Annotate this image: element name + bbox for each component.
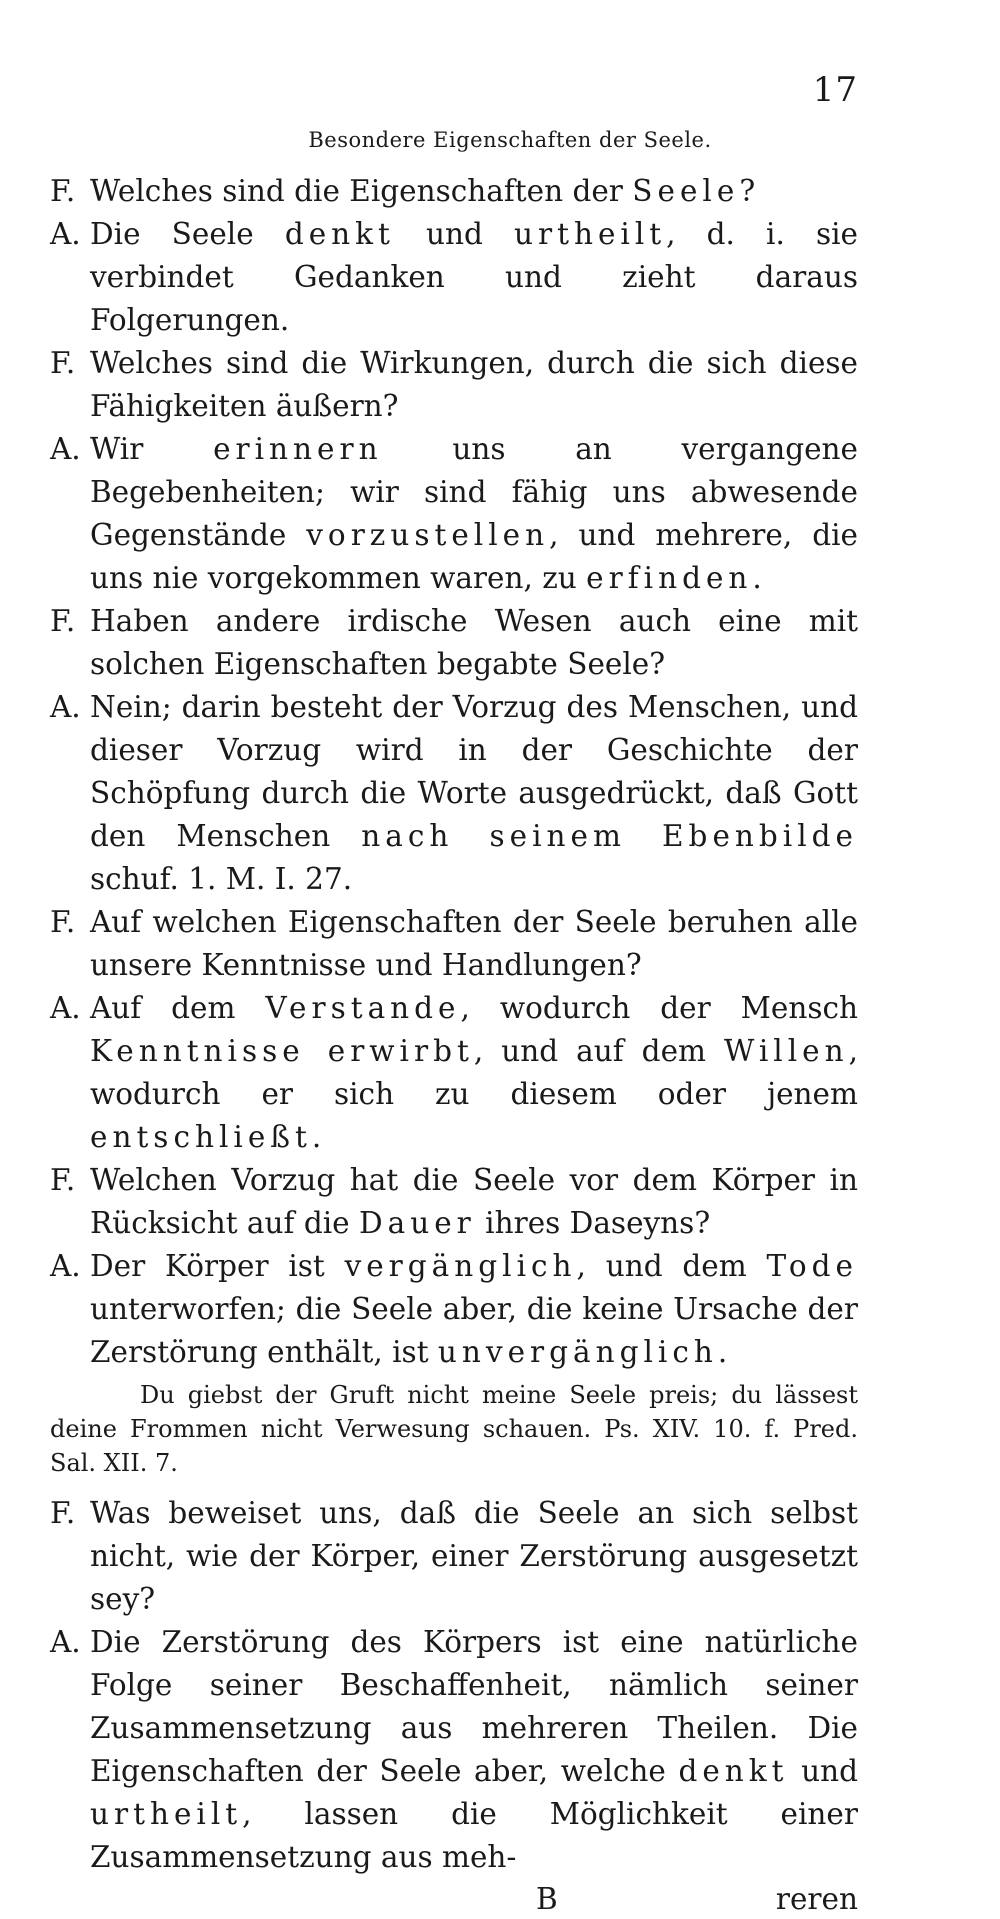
emphasized-text: Kenntnisse erwirbt (90, 1034, 474, 1068)
question-marker: F. (50, 1496, 76, 1530)
emphasized-text: denkt (284, 217, 395, 251)
question-paragraph (50, 600, 858, 686)
emphasized-text: nach seinem Ebenbilde (361, 819, 858, 853)
text-run: ihres Daseyns? (475, 1206, 711, 1240)
answer-paragraph (50, 686, 858, 901)
emphasized-text: Seele (632, 174, 740, 208)
text-run: Der Körper ist (90, 1249, 345, 1283)
text-run: Welches sind die Wirkungen, durch die sich diese Fähigkeiten äußern? (90, 346, 858, 423)
answer-marker: A. (50, 217, 81, 251)
question-marker: F. (50, 1163, 76, 1197)
text-run: . (311, 1120, 322, 1154)
emphasized-text: Tode (766, 1249, 858, 1283)
question-paragraph (50, 901, 858, 987)
text-run: , und mehrere, die uns nie vorgekommen waren, zu (90, 518, 858, 595)
emphasized-text: vergänglich (344, 1249, 577, 1283)
text-run: , wodurch er sich zu diesem oder jenem (90, 1034, 858, 1111)
text-run: , wodurch der Mensch (460, 991, 858, 1025)
text-run: Was beweiset uns, daß die Seele an sich selbst nicht, wie der Körper, einer Zerstörung ausgesetzt sey? (90, 1496, 858, 1616)
signature-mark: B (536, 1882, 558, 1916)
question-paragraph (50, 342, 858, 428)
answer-marker: A. (50, 1249, 81, 1283)
text-run: Haben andere irdische Wesen auch eine mit solchen Eigenschaften begabte Seele? (90, 604, 858, 681)
question-marker: F. (50, 604, 76, 638)
answer-paragraph (50, 987, 858, 1159)
text-run: und (394, 217, 515, 251)
text-run: und (788, 1754, 858, 1788)
body-text (50, 170, 858, 1919)
emphasized-text: vorzustellen (306, 518, 550, 552)
question-marker: F. (50, 174, 76, 208)
text-run: , und dem (576, 1249, 767, 1283)
question-marker: F. (50, 346, 76, 380)
text-run: . (717, 1335, 728, 1369)
text-run: schuf. 1. M. I. 27. (90, 862, 353, 896)
text-run: Welchen Vorzug hat die Seele vor dem Körper in Rücksicht auf die (90, 1163, 858, 1240)
text-run: Auf welchen Eigenschaften der Seele beruhen alle unsere Kenntnisse und Handlungen? (90, 905, 858, 982)
page-footer (50, 1879, 858, 1919)
emphasized-text: erinnern (213, 432, 383, 466)
emphasized-text: entschließt (90, 1120, 312, 1154)
answer-paragraph (50, 1621, 858, 1879)
answer-marker: A. (50, 690, 81, 724)
text-run: ? (739, 174, 756, 208)
text-run: Nein; darin besteht der Vorzug des Menschen, und dieser Vorzug wird in der Geschichte der Schöpfung durch die Worte ausgedrückt, daß Gott den Menschen (90, 690, 858, 853)
text-run: Die Zerstörung des Körpers ist eine natürliche Folge seiner Beschaffenheit, nämlich seiner Zusammensetzung aus mehreren Theilen. Die Eigenschaften der Seele aber, welche (90, 1625, 858, 1788)
text-run: , lassen die Möglichkeit einer Zusammensetzung aus meh- (90, 1797, 858, 1874)
answer-marker: A. (50, 1625, 81, 1659)
text-run: . (752, 561, 762, 595)
question-marker: F. (50, 905, 76, 939)
answer-marker: A. (50, 432, 81, 466)
text-run: , und auf dem (473, 1034, 725, 1068)
emphasized-text: Willen (724, 1034, 849, 1068)
text-run: Die Seele (90, 217, 285, 251)
emphasized-text: denkt (678, 1754, 789, 1788)
answer-paragraph (50, 428, 858, 600)
text-run: , d. i. sie verbindet Gedanken und zieht daraus Folgerungen. (90, 217, 858, 337)
question-paragraph (50, 1492, 858, 1621)
emphasized-text: urtheilt (90, 1797, 243, 1831)
emphasized-text: Verstande (265, 991, 461, 1025)
question-paragraph (50, 170, 858, 213)
catchword: reren (775, 1882, 858, 1916)
running-head: Besondere Eigenschaften der Seele. (308, 128, 712, 152)
scripture-quote: Du giebst der Gruft nicht meine Seele preis; du lässest deine Frommen nicht Verwesung schauen. Ps. XIV. 10. f. Pred. Sal. XII. 7. (50, 1381, 858, 1477)
emphasized-text: urtheilt (514, 217, 667, 251)
text-run: Wir (90, 432, 214, 466)
answer-paragraph (50, 213, 858, 342)
emphasized-text: erfinden (586, 561, 753, 595)
catechism-section-continued (50, 1492, 858, 1879)
text-run: unterworfen; die Seele aber, die keine Ursache der Zerstörung enthält, ist (90, 1292, 858, 1369)
catechism-section (50, 170, 858, 1374)
page-number: 17 (812, 70, 858, 110)
text-run: Auf dem (90, 991, 266, 1025)
answer-paragraph (50, 1245, 858, 1374)
answer-marker: A. (50, 991, 81, 1025)
text-run: Welches sind die Eigenschaften der (90, 174, 633, 208)
text-run: uns an vergangene Begebenheiten; wir sind fähig uns abwesende Gegenstände (90, 432, 858, 552)
emphasized-text: unvergänglich (437, 1335, 718, 1369)
question-paragraph (50, 1159, 858, 1245)
emphasized-text: Dauer (358, 1206, 476, 1240)
